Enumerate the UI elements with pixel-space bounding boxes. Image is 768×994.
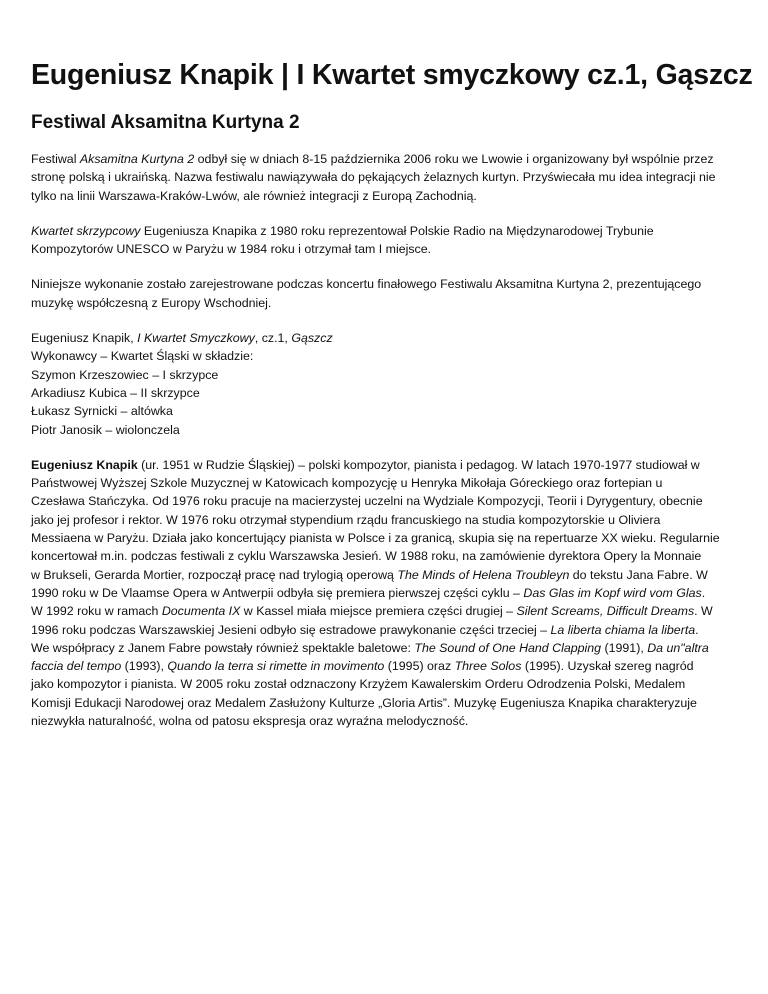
page-title: Eugeniusz Knapik | I Kwartet smyczkowy cz.1, Gąszcz xyxy=(31,59,753,91)
biography-text: (1993), xyxy=(121,659,168,674)
document-page xyxy=(31,55,753,730)
biography-text: W 1992 roku w ramach xyxy=(31,604,162,619)
performer-item: Łukasz Syrnicki – altówka xyxy=(31,404,173,419)
work-title: Documenta IX xyxy=(161,604,241,619)
biography-line xyxy=(31,712,737,730)
biography-line xyxy=(31,511,737,529)
biography-text: koncertował m.in. podczas festiwali z cyklu Warszawska Jesień. W 1988 roku, na zamówienie dyrektora Opery la Monnaie xyxy=(31,549,702,564)
kwartet-text: Eugeniusza Knapika z 1980 roku reprezentował Polskie Radio na Międzynarodowej Trybunie Kompozytorów UNESCO w Paryżu w 1984 roku i otrzymał tam I miejsce. xyxy=(31,223,654,257)
recording-note-paragraph: Niniejsze wykonanie zostało zarejestrowane podczas koncertu finałowego Festiwalu Aksamitna Kurtyna 2, prezentującego muzykę współczesną z Europy Wschodniej. xyxy=(31,277,702,310)
biography-text: . xyxy=(701,585,706,600)
work-title: Da un"altra xyxy=(647,640,709,655)
biography-line xyxy=(31,602,737,620)
kwartet-paragraph xyxy=(31,222,737,259)
biography-line xyxy=(31,566,737,584)
performer-item: Piotr Janosik – wiolonczela xyxy=(31,422,180,437)
festival-name: Aksamitna Kurtyna 2 xyxy=(79,152,195,166)
biography-text: (1995). Uzyskał szereg nagród xyxy=(521,659,694,674)
work-title: Three Solos xyxy=(454,659,522,674)
biography-line xyxy=(31,639,737,657)
festival-paragraph xyxy=(31,150,737,205)
biography-text: . W xyxy=(694,604,713,619)
biography-line xyxy=(31,694,737,712)
biography-line xyxy=(31,621,737,639)
biography-line xyxy=(31,492,737,510)
kwartet-work-title: Kwartet skrzypcowy xyxy=(31,223,141,238)
biography-text: w Kassel miała miejsce premiera części drugiej – xyxy=(240,604,517,619)
work-title: La liberta chiama la liberta xyxy=(550,622,696,637)
biography-text: Messiaena w Paryżu. Działa jako koncertujący pianista w Polsce i za granicą, skupia się na repertuarze XX wieku. Regularnie xyxy=(31,531,720,546)
biography-text: Czesława Stańczyka. Od 1976 roku pracuje na macierzystej uczelni na Wydziale Kompozycji, Teorii i Dyrygentury, obecnie xyxy=(31,494,703,509)
credits-work-line xyxy=(31,329,737,347)
biography-line xyxy=(31,474,737,492)
biography-text: jako kompozytor i pianista. W 2005 roku został odznaczony Krzyżem Kawalerskim Orderu Odrodzenia Polski, Medalem xyxy=(31,677,686,692)
work-title: The Sound of One Hand Clapping xyxy=(414,640,602,655)
biography-text: niezwykła naturalność, wolna od patosu ekspresja oraz wyraźna melodyczność. xyxy=(31,714,469,729)
biography-text: jako jej profesor i rektor. W 1976 roku otrzymał stypendium rządu francuskiego na studia kompozytorskie u Oliviera xyxy=(31,512,661,527)
biography-line xyxy=(31,657,737,675)
biography-block xyxy=(31,456,737,730)
work-title: Silent Screams, Difficult Dreams xyxy=(516,604,695,619)
festival-text-rest: odbył się w dniach 8-15 października 2006 roku we Lwowie i organizowany był wspólnie przez stronę polską i ukraińską. Nazwa festiwalu nawiązywała do pękających żelaznych kurtyn. Przyświecała mu idea integracji nie tylko na linii Warszawa-Kraków-Lwów, ale również integracji z Europą Zachodnią. xyxy=(31,152,716,203)
performers-intro: Wykonawcy – Kwartet Śląski w składzie: xyxy=(31,349,254,364)
performer-item: Szymon Krzeszowiec – I skrzypce xyxy=(31,367,219,382)
biography-text: (1991), xyxy=(601,640,648,655)
biography-text: 1996 roku podczas Warszawskiej Jesieni odbyło się estradowe prawykonanie części trzeciej – xyxy=(31,622,551,637)
work-title: Das Glas im Kopf wird vom Glas xyxy=(523,585,702,600)
biography-text: Komisji Edukacji Narodowej oraz Medalem Zasłużony Kulturze „Gloria Artis”. Muzykę Eugeniusza Knapika charakteryzuje xyxy=(31,695,697,710)
biography-paragraph xyxy=(31,456,737,730)
biography-text: w Brukseli, Gerarda Mortier, rozpoczął pracę nad trylogią operową xyxy=(31,567,398,582)
biography-text: 1990 roku w De Vlaamse Opera w Antwerpii odbyła się premiera pierwszej części cyklu – xyxy=(31,585,524,600)
biography-text: do tekstu Jana Fabre. W xyxy=(569,567,708,582)
credits-work-title: I Kwartet Smyczkowy xyxy=(137,331,255,346)
credits-composer: Eugeniusz Knapik, xyxy=(31,331,138,346)
biography-line xyxy=(31,584,737,602)
biography-line xyxy=(31,675,737,693)
work-title: Quando la terra si rimette in movimento xyxy=(167,659,385,674)
biography-text: Państwowej Wyższej Szkole Muzycznej w Katowicach kompozycję u Henryka Mikołaja Góreckiego oraz fortepian u xyxy=(31,476,663,491)
biography-line xyxy=(31,547,737,565)
credits-part: , cz.1, xyxy=(254,331,292,346)
festival-text-start: Festiwal xyxy=(31,152,80,166)
biography-text: (ur. 1951 w Rudzie Śląskiej) – polski kompozytor, pianista i pedagog. W latach 1970-1977 studiował w xyxy=(137,457,700,472)
performer-item: Arkadiusz Kubica – II skrzypce xyxy=(31,385,200,400)
biography-text: . xyxy=(695,622,699,637)
work-title: The Minds of Helena Troubleyn xyxy=(397,567,570,582)
biography-text: (1995) oraz xyxy=(384,659,455,674)
work-title: faccia del tempo xyxy=(31,659,122,674)
biography-text: We współpracy z Janem Fabre powstały również spektakle baletowe: xyxy=(31,640,415,655)
credits-block xyxy=(31,329,737,439)
section-heading: Festiwal Aksamitna Kurtyna 2 xyxy=(31,112,300,133)
biography-line xyxy=(31,456,737,474)
biography-name: Eugeniusz Knapik xyxy=(31,457,138,472)
credits-part-name: Gąszcz xyxy=(291,331,333,346)
biography-line xyxy=(31,529,737,547)
